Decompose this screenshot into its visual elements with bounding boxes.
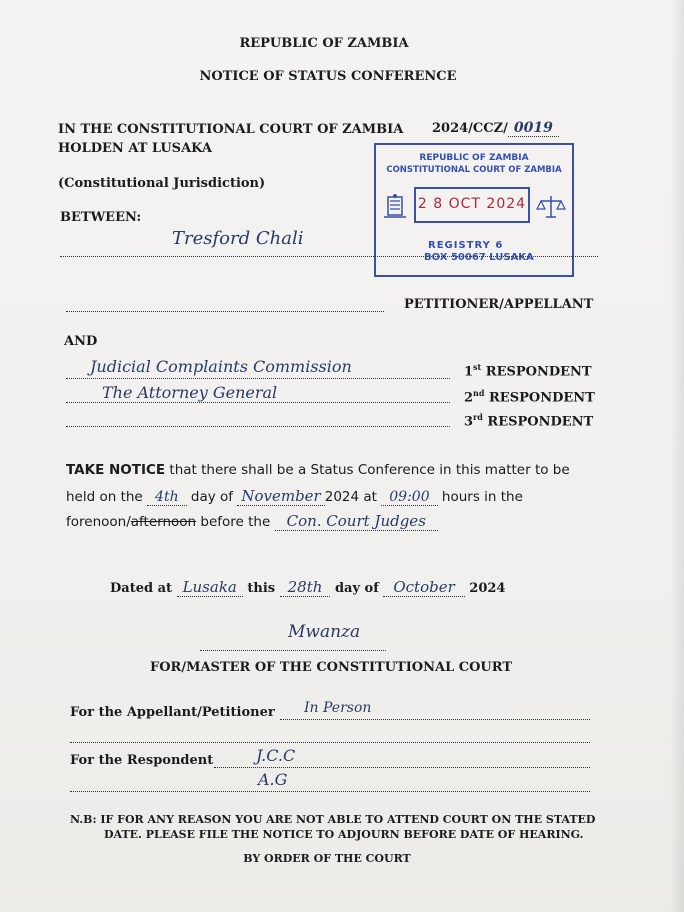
stamp-box: BOX 50067 LUSAKA: [424, 252, 534, 263]
take-notice-label: TAKE NOTICE: [66, 462, 166, 478]
nb-line-1: N.B: IF FOR ANY REASON YOU ARE NOT ABLE TO ATTEND COURT ON THE STATED: [70, 813, 596, 826]
hearing-time: 09:00: [381, 489, 437, 506]
page-edge-shadow: [670, 0, 684, 912]
respondent-1-label: 1st RESPONDENT: [464, 362, 592, 380]
notice-line-1: TAKE NOTICE that there shall be a Status Conference in this matter to be: [66, 462, 570, 478]
respondent-3-label: 3rd RESPONDENT: [464, 412, 594, 430]
jurisdiction-line: (Constitutional Jurisdiction): [58, 176, 266, 191]
hearing-year: 2024: [324, 489, 360, 505]
notice-line-3: forenoon/afternoon before the Con. Court Judges: [66, 512, 438, 530]
dated-month: October: [383, 578, 464, 597]
stamp-line1: REPUBLIC OF ZAMBIA: [419, 153, 529, 163]
hearing-month: November: [237, 487, 324, 506]
petitioner-label: PETITIONER/APPELLANT: [404, 297, 594, 312]
case-number-handwritten: 0019: [508, 120, 559, 137]
appellant-dotted-line-2: [70, 742, 590, 743]
respondent-1-dotted-line: [66, 378, 450, 379]
respondent-2-label: 2nd RESPONDENT: [464, 388, 595, 406]
signature-dotted-line: [200, 650, 386, 651]
and-label: AND: [64, 334, 98, 349]
afternoon-struck: afternoon: [130, 514, 197, 530]
appellant-value: In Person: [304, 700, 372, 716]
stamp-date: 2 8 OCT 2024: [417, 196, 527, 212]
case-prefix: 2024/CCZ/: [432, 121, 508, 136]
respondent-label: For the Respondent: [70, 753, 214, 768]
by-order-label: BY ORDER OF THE COURT: [243, 852, 411, 865]
case-number: [432, 120, 559, 136]
republic-heading: REPUBLIC OF ZAMBIA: [239, 36, 409, 51]
respondent-dotted-line: [214, 767, 590, 768]
stamp-date-box: [414, 187, 530, 223]
holden-line: HOLDEN AT LUSAKA: [58, 141, 213, 156]
notice-title: NOTICE OF STATUS CONFERENCE: [199, 69, 457, 84]
dated-line: Dated at Lusaka this 28th day of October 2024: [110, 578, 506, 596]
respondent-value-2: A.G: [258, 770, 288, 789]
petitioner-dotted-line-2: [66, 311, 384, 312]
dated-day: 28th: [280, 578, 331, 597]
petitioner-name: Tresford Chali: [172, 228, 304, 249]
between-label: BETWEEN:: [60, 210, 142, 225]
hearing-day: 4th: [147, 489, 187, 506]
for-master-label: FOR/MASTER OF THE CONSTITUTIONAL COURT: [149, 660, 513, 675]
appellant-dotted-line: [280, 719, 590, 720]
court-line: IN THE CONSTITUTIONAL COURT OF ZAMBIA: [58, 122, 404, 137]
respondent-2-name: The Attorney General: [102, 383, 278, 402]
scales-of-justice-icon: [536, 193, 566, 221]
coat-of-arms-icon: [382, 193, 408, 221]
petitioner-dotted-line: [60, 256, 598, 257]
stamp-registry: REGISTRY 6: [428, 240, 504, 251]
respondent-1-name: Judicial Complaints Commission: [90, 357, 352, 376]
respondent-2-dotted-line: [66, 402, 450, 403]
respondent-3-dotted-line: [66, 426, 450, 427]
respondent-dotted-line-2: [70, 791, 590, 792]
appellant-label: For the Appellant/Petitioner: [70, 705, 275, 720]
hearing-before: Con. Court Judges: [275, 512, 438, 531]
dated-year: 2024: [469, 581, 506, 596]
notice-line-2: held on the 4th day of November 2024 at 09:00 hours in the: [66, 487, 523, 505]
dated-place: Lusaka: [177, 578, 243, 597]
signature-mark: Mwanza: [288, 622, 361, 642]
stamp-line2: CONSTITUTIONAL COURT OF ZAMBIA: [386, 165, 562, 175]
respondent-value-1: J.C.C: [256, 746, 296, 765]
nb-line-2: DATE. PLEASE FILE THE NOTICE TO ADJOURN BEFORE DATE OF HEARING.: [104, 828, 584, 841]
